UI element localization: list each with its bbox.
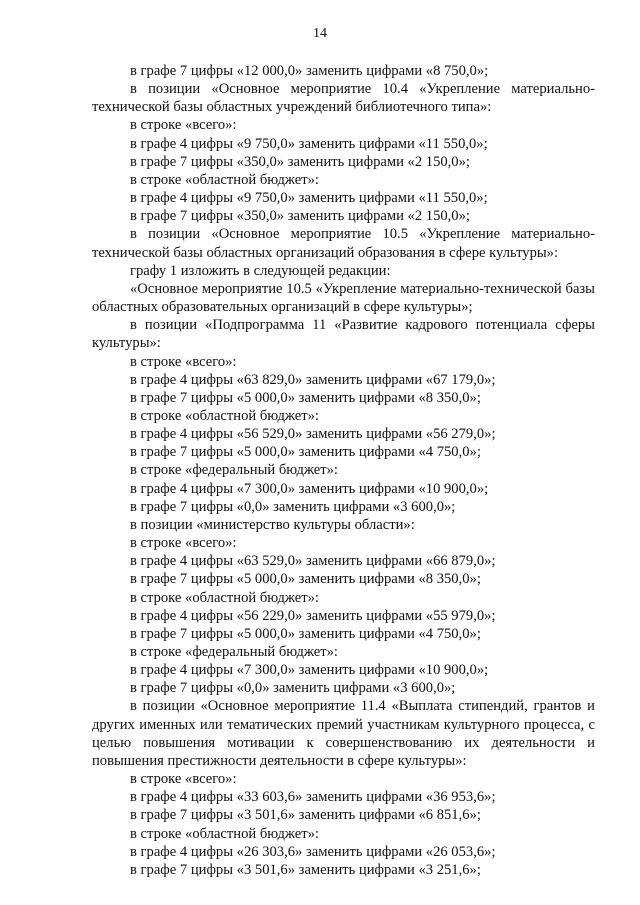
- paragraph: в строке «областной бюджет»:: [130, 407, 319, 424]
- paragraph: в графе 7 цифры «3 501,6» заменить цифрами «3 251,6»;: [130, 861, 481, 878]
- paragraph: в позиции «Основное мероприятие 10.4 «Укрепление материально-технической базы областных учреждений библиотечного типа»:: [92, 81, 595, 116]
- document-body: [92, 62, 595, 879]
- page-number: 14: [313, 26, 327, 41]
- paragraph: в строке «областной бюджет»:: [130, 589, 319, 606]
- paragraph: в строке «областной бюджет»:: [130, 171, 319, 188]
- paragraph: в графе 7 цифры «5 000,0» заменить цифрами «4 750,0»;: [130, 625, 481, 642]
- paragraph: в графе 7 цифры «350,0» заменить цифрами «2 150,0»;: [130, 208, 470, 225]
- paragraph: в графе 7 цифры «0,0» заменить цифрами «3 600,0»;: [130, 498, 456, 515]
- paragraph: в строке «всего»:: [130, 117, 237, 134]
- paragraph: в строке «всего»:: [130, 353, 237, 370]
- paragraph: «Основное мероприятие 10.5 «Укрепление материально-технической базы областных образовательных организаций в сфере культуры»;: [92, 280, 595, 316]
- paragraph: в графе 7 цифры «5 000,0» заменить цифрами «8 350,0»;: [130, 571, 481, 588]
- paragraph: в графе 4 цифры «63 829,0» заменить цифрами «67 179,0»;: [130, 371, 496, 388]
- paragraph: в графе 4 цифры «9 750,0» заменить цифрами «11 550,0»;: [130, 135, 488, 152]
- paragraph: в графе 4 цифры «33 603,6» заменить цифрами «36 953,6»;: [130, 789, 496, 806]
- paragraph: в графе 4 цифры «26 303,6» заменить цифрами «26 053,6»;: [130, 843, 496, 860]
- paragraph: в графе 7 цифры «5 000,0» заменить цифрами «4 750,0»;: [130, 444, 481, 461]
- paragraph: в графе 7 цифры «12 000,0» заменить цифрами «8 750,0»;: [130, 63, 489, 79]
- paragraph: в графе 4 цифры «56 229,0» заменить цифрами «55 979,0»;: [130, 607, 496, 624]
- paragraph: в строке «областной бюджет»:: [130, 825, 319, 842]
- paragraph: в позиции «Основное мероприятие 11.4 «Выплата стипендий, грантов и других именных или тематических премий участникам культурного процесса, с целью повышения мотивации к совершенствованию их деятельности и повышения престижности деятельности в сфере культуры»:: [92, 698, 595, 769]
- paragraph: графу 1 изложить в следующей редакции:: [130, 262, 391, 279]
- paragraph: в строке «всего»:: [130, 771, 237, 788]
- paragraph: в строке «федеральный бюджет»:: [130, 644, 338, 660]
- paragraph: в графе 4 цифры «7 300,0» заменить цифрами «10 900,0»;: [130, 662, 489, 679]
- paragraph: в графе 4 цифры «63 529,0» заменить цифрами «66 879,0»;: [130, 553, 496, 570]
- paragraph: в строке «всего»:: [130, 535, 237, 552]
- paragraph: в позиции «Основное мероприятие 10.5 «Укрепление материально-технической базы областных организаций образования в сфере культуры»:: [92, 226, 595, 261]
- paragraph: в графе 4 цифры «56 529,0» заменить цифрами «56 279,0»;: [130, 426, 496, 443]
- paragraph: в позиции «министерство культуры области»:: [130, 516, 415, 533]
- paragraph: в графе 7 цифры «5 000,0» заменить цифрами «8 350,0»;: [130, 389, 481, 406]
- paragraph: в графе 7 цифры «0,0» заменить цифрами «3 600,0»;: [130, 680, 456, 697]
- paragraph: в графе 7 цифры «350,0» заменить цифрами «2 150,0»;: [130, 153, 470, 170]
- paragraph: в графе 4 цифры «7 300,0» заменить цифрами «10 900,0»;: [130, 480, 489, 497]
- paragraph: в графе 7 цифры «3 501,6» заменить цифрами «6 851,6»;: [130, 807, 481, 824]
- paragraph: в позиции «Подпрограмма 11 «Развитие кадрового потенциала сферы культуры»:: [92, 317, 595, 352]
- paragraph: в графе 4 цифры «9 750,0» заменить цифрами «11 550,0»;: [130, 190, 488, 207]
- paragraph: в строке «федеральный бюджет»:: [130, 462, 338, 479]
